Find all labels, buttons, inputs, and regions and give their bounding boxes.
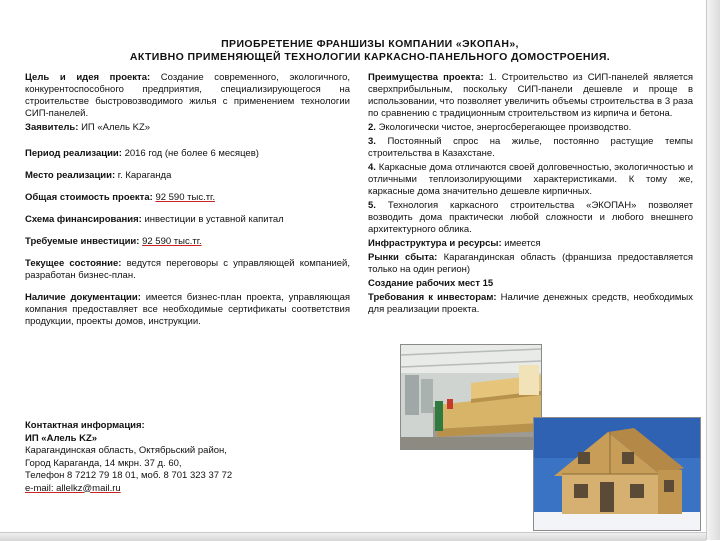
- cost-text: 92 590 тыс.тг.: [155, 192, 215, 203]
- status-paragraph: [25, 258, 350, 282]
- frame-house-photo: [533, 417, 701, 531]
- advantage-number: 3.: [368, 136, 376, 147]
- cost-paragraph: [25, 192, 350, 204]
- goal-text: Создание современного, экологичного, конкурентоспособного предприятия, специализирующегося на строительстве быстровозводимого жилья с применением технологии СИП-панелей.: [25, 72, 350, 119]
- infra-label: Инфраструктура и ресурсы:: [368, 238, 502, 249]
- infra-text: имеется: [504, 238, 541, 249]
- requirements-paragraph: [368, 292, 693, 316]
- advantage-item: [368, 162, 693, 198]
- status-text: ведутся переговоры с управляющей компанией, разработан бизнес-план.: [25, 258, 350, 281]
- scheme-label: Схема финансирования:: [25, 214, 142, 225]
- markets-text: Карагандинская область (франшиза предоставляется только на один регион): [368, 252, 693, 275]
- advantage-text: Технология каркасного строительства «ЭКОПАН» позволяет возводить дома практически любой сложности и любого внешнего архитектурного облика.: [368, 200, 693, 235]
- docs-text: имеется бизнес-план проекта, управляющая компания предоставляет все необходимые сертификаты соответствия продукции, проекты домов, инструкции.: [25, 292, 351, 327]
- contact-company: ИП «Алель KZ»: [25, 432, 98, 444]
- period-paragraph: [25, 148, 350, 160]
- left-column: [25, 72, 350, 336]
- advantage-text: Экологически чистое, энергосберегающее производство.: [378, 122, 632, 133]
- goal-paragraph: [25, 72, 350, 120]
- goal-label: Цель и идея проекта:: [25, 72, 151, 83]
- advantage-item: [368, 136, 693, 160]
- jobs-label: Создание рабочих мест 15: [368, 278, 494, 289]
- period-label: Период реализации:: [25, 148, 122, 159]
- investment-paragraph: [25, 236, 350, 248]
- contact-line-region: Карагандинская область, Октябрьский район,: [25, 445, 227, 456]
- markets-paragraph: [368, 252, 693, 276]
- advantage-number: 2.: [368, 122, 376, 133]
- advantage-number: 5.: [368, 200, 376, 211]
- title-line-2: АКТИВНО ПРИМЕНЯЮЩЕЙ ТЕХНОЛОГИИ КАРКАСНО-ПАНЕЛЬНОГО ДОМОСТРОЕНИЯ.: [129, 51, 611, 63]
- advantage-text: Постоянный спрос на жилье, постоянно растущие темпы строительства в Казахстане.: [368, 136, 693, 159]
- infra-paragraph: [368, 238, 693, 250]
- status-label: Текущее состояние:: [25, 258, 122, 269]
- window-frame-right: [706, 0, 720, 540]
- docs-paragraph: [25, 292, 350, 328]
- place-text: г. Караганда: [117, 170, 172, 181]
- place-paragraph: [25, 170, 350, 182]
- applicant-label: Заявитель:: [25, 122, 79, 133]
- place-label: Место реализации:: [25, 170, 116, 181]
- period-text: 2016 год (не более 6 месяцев): [124, 148, 259, 159]
- right-column: [368, 72, 693, 318]
- jobs-paragraph: [368, 278, 693, 290]
- contact-line-address: Город Караганда, 14 мкрн. 37 д. 60,: [25, 457, 182, 469]
- advantages-text: 1. Строительство из СИП-панелей является сверхприбыльным, поскольку СИП-панели дешевле и проще в использовании, что позволяет увеличить объемы строительства в 3 раза по сравнению с традиционным строительством из кирпича и бетона.: [368, 72, 694, 119]
- advantages-label: Преимущества проекта:: [368, 72, 484, 83]
- advantage-text: Каркасные дома отличаются своей долговечностью, экологичностью и отличными теплоизолирующими характеристиками. К тому же, каркасные дома значительно дешевле кирпичных.: [368, 162, 693, 197]
- requirements-text: Наличие денежных средств, необходимых для реализации проекта.: [368, 292, 694, 315]
- markets-label: Рынки сбыта:: [368, 252, 438, 263]
- contact-email-link[interactable]: e-mail: allelkz@mail.ru: [25, 482, 121, 494]
- contact-header: Контактная информация:: [25, 420, 145, 431]
- cost-label: Общая стоимость проекта:: [25, 192, 153, 203]
- applicant-text: ИП «Алель KZ»: [81, 122, 151, 133]
- investment-text: 92 590 тыс.тг.: [142, 236, 202, 247]
- advantage-number: 4.: [368, 162, 376, 173]
- contact-line-phone: Телефон 8 7212 79 18 01, моб. 8 701 323 37 72: [25, 470, 233, 481]
- applicant-paragraph: [25, 122, 350, 134]
- advantage-item: [368, 122, 693, 134]
- factory-panels-photo: [400, 344, 542, 450]
- docs-label: Наличие документации:: [25, 292, 141, 303]
- scheme-text: инвестиции в уставной капитал: [144, 214, 284, 225]
- contact-block: [25, 420, 345, 495]
- advantage-item: [368, 200, 693, 236]
- page-title: [80, 38, 660, 64]
- title-line-1: ПРИОБРЕТЕНИЕ ФРАНШИЗЫ КОМПАНИИ «ЭКОПАН»,: [221, 38, 519, 50]
- scheme-paragraph: [25, 214, 350, 226]
- requirements-label: Требования к инвесторам:: [368, 292, 497, 303]
- advantages-paragraph: [368, 72, 693, 120]
- investment-label: Требуемые инвестиции:: [25, 236, 140, 247]
